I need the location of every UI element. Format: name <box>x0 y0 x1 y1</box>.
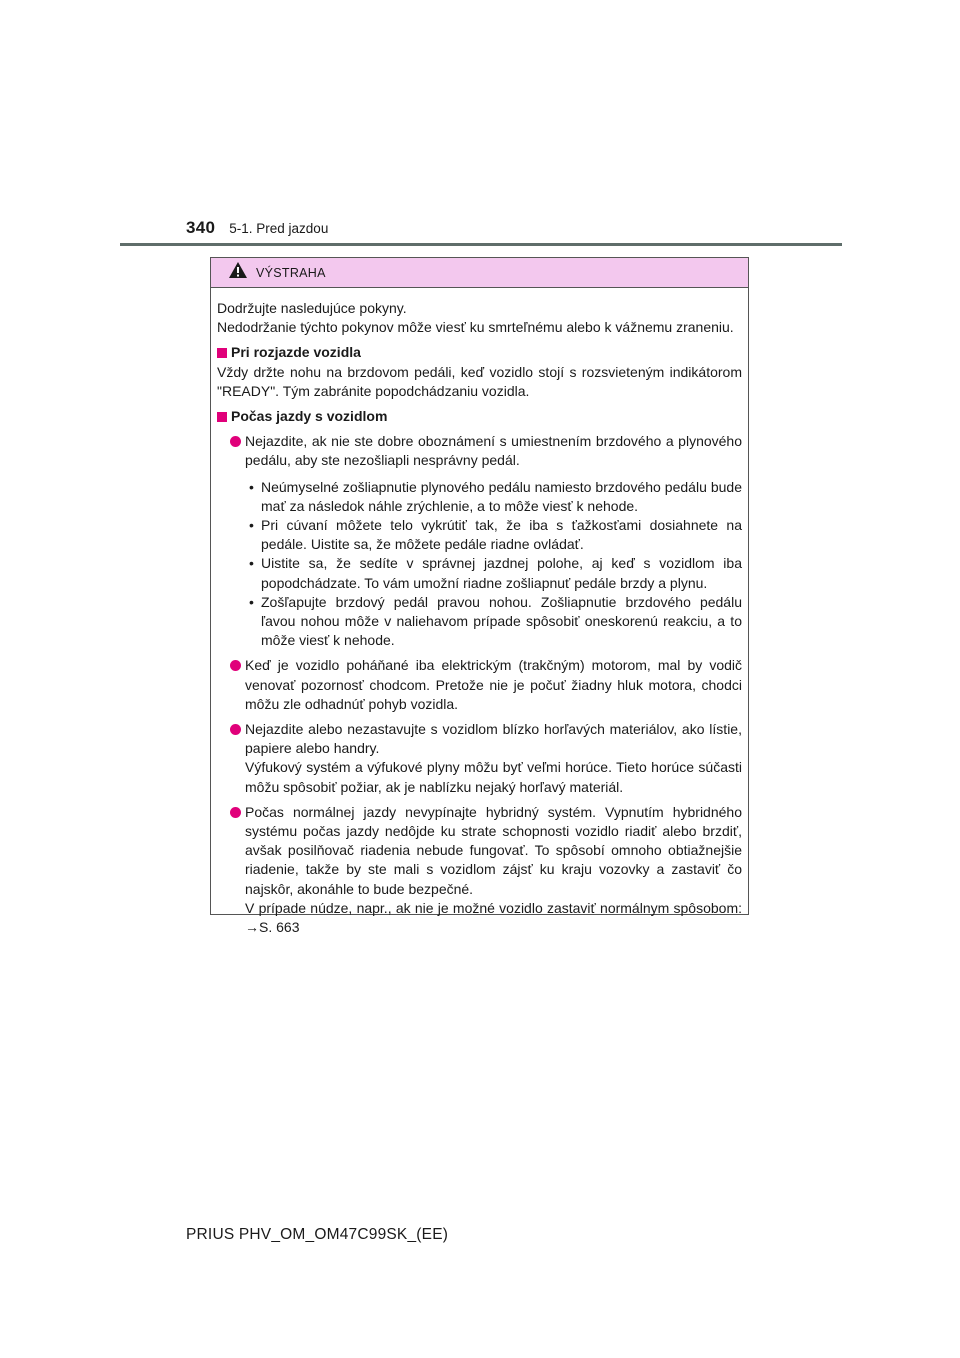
sub-list-item: • Neúmyselné zošliapnutie plynového pedálu namiesto brzdového pedálu bude mať za následok náhle zrýchlenie, a to môže viesť k nehode. <box>249 478 742 514</box>
list-item-hybrid <box>230 803 742 937</box>
section-heading-start <box>217 343 742 362</box>
intro-line-2: Nedodržanie týchto pokynov môže viesť ku smrteľnému alebo k vážnemu zraneniu. <box>217 319 734 336</box>
sub-list <box>245 478 742 651</box>
document-code: PRIUS PHV_OM_OM47C99SK_(EE) <box>186 1226 449 1243</box>
warning-header <box>211 258 748 288</box>
section-text-start: Vždy držte nohu na brzdovom pedáli, keď vozidlo stojí s rozsvieteným indikátorom "READY". Tým zabránite popodchádzaniu vozidla. <box>217 363 742 399</box>
page-number: 340 <box>186 218 216 237</box>
item-text-reference: V prípade núdze, napr., ak nie je možné vozidlo zastaviť normálnym spôsobom: →S. 663 <box>245 899 742 936</box>
warning-body <box>211 288 748 937</box>
intro-line-1: Dodržujte nasledujúce pokyny. <box>217 300 407 316</box>
section-title: 5-1. Pred jazdou <box>229 221 329 236</box>
page-header <box>186 218 328 238</box>
sub-list-item: • Zošľapujte brzdový pedál pravou nohou. Zošliapnutie brzdového pedálu ľavou nohou môže v naliehavom prípade spôsobiť oneskorenú reakciu, a to môže viesť k nehode. <box>249 593 742 649</box>
sub-list-item: • Pri cúvaní môžete telo vykrútiť tak, že iba s ťažkosťami dosiahnete na pedále. Uistite sa, že môžete pedále riadne ovládať. <box>249 517 742 553</box>
warning-triangle-icon <box>228 261 248 284</box>
item-text: Keď je vozidlo poháňané iba elektrickým (trakčným) motorom, mal by vodič venovať pozornosť chodcom. Pretože nie je počuť žiadny hluk motora, chodci môžu zle odhadnúť pohyb vozidla. <box>245 657 742 712</box>
section-heading-label: Pri rozjazde vozidla <box>231 344 361 361</box>
header-rule <box>120 243 842 246</box>
item-text: Počas normálnej jazdy nevypínajte hybridný systém. Vypnutím hybridného systému počas jazdy nedôjde ku strate schopnosti vozidlo riadiť alebo brzdiť, avšak posilňovač riadenia nebude fungovať. To spôsobí omnoho obtiažnejšie riadenie, takže by ste mali s vozidlom zájsť ku kraju vozovky a zastaviť čo najskôr, akonáhle to bude bezpečné. <box>245 803 742 897</box>
circle-bullet-icon <box>230 807 241 818</box>
warning-box <box>210 257 749 936</box>
square-bullet-icon <box>217 348 227 358</box>
list-item-electric <box>230 656 742 714</box>
item-text: Výfukový systém a výfukové plyny môžu byť veľmi horúce. Tieto horúce súčasti môžu spôsobiť požiar, ak je nablízku nejaký horľavý materiál. <box>245 759 742 795</box>
circle-bullet-icon <box>230 436 241 447</box>
list-item-flammable <box>230 720 742 797</box>
item-text: Nejazdite alebo nezastavujte s vozidlom blízko horľavých materiálov, ako lístie, papiere alebo handry. <box>245 721 742 757</box>
warning-title: VÝSTRAHA <box>256 265 326 280</box>
sub-list-item: • Uistite sa, že sedíte v správnej jazdnej polohe, aj keď s vozidlom iba popodchádzate. To vám umožní riadne zošliapnuť pedále brzdy a plynu. <box>249 555 742 591</box>
section-heading-label: Počas jazdy s vozidlom <box>231 408 388 425</box>
circle-bullet-icon <box>230 660 241 671</box>
item-text: Nejazdite, ak nie ste dobre oboznámení s umiestnením brzdového a plynového pedálu, aby ste nezošliapli nesprávny pedál. <box>245 433 742 469</box>
circle-bullet-icon <box>230 724 241 735</box>
square-bullet-icon <box>217 412 227 422</box>
list-item-pedals <box>230 432 742 470</box>
section-heading-driving <box>217 407 742 426</box>
